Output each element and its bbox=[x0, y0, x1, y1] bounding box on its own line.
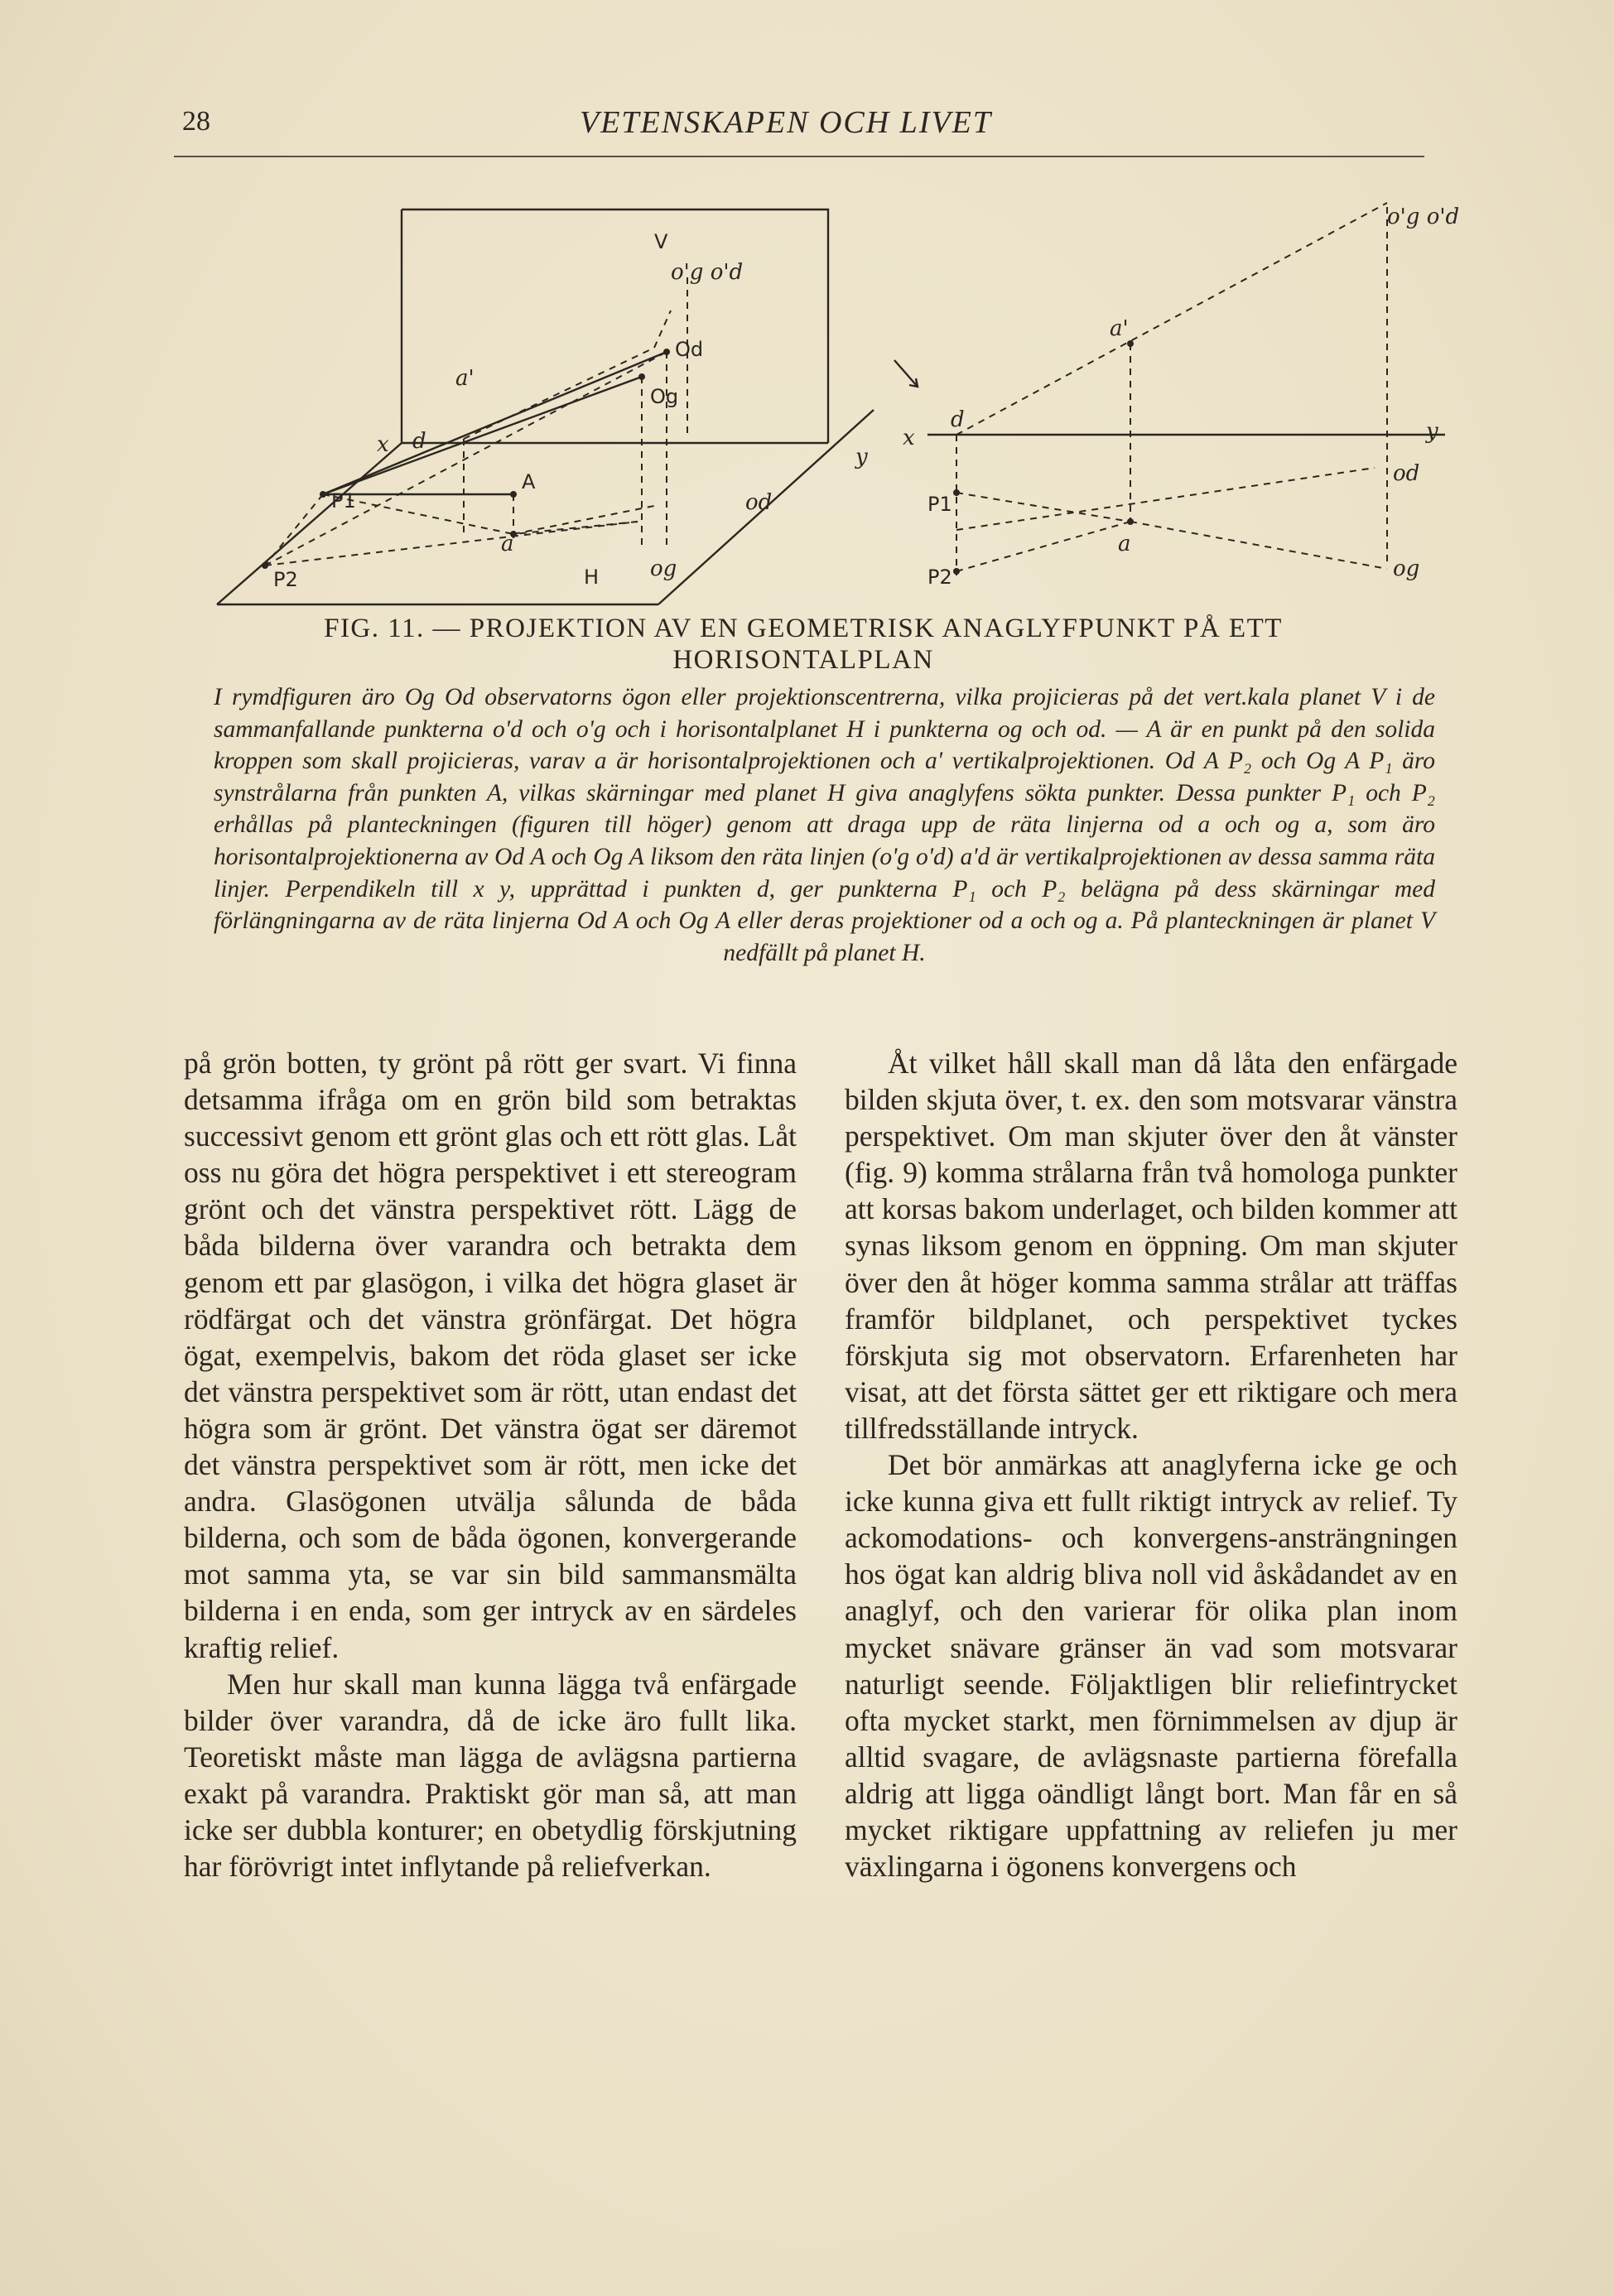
label-Od: Od bbox=[675, 338, 704, 361]
body-columns bbox=[184, 1045, 1459, 2146]
figure-caption-body: I rymdfiguren äro Og Od observatorns ögon eller projektionscentrerna, vilka projicieras på det vert.kala planet V i de sammanfallande punkterna o'd och o'g och i horisontalplanet H i punkterna og och od. — A är en punkt på den solida kroppen som skall projicieras, varav a är horisontalprojektionen och a' vertikalprojektionen. Od A P₂ och Og A P₁ äro synstrålarna från punkten A, vilkas skärningar med planet H giva anaglyfens sökta punkter. Dessa punkter P₁ och P₂ erhållas på planteckningen (figuren till höger) genom att draga upp de räta linjerna od a och og a, som äro horisontalprojektionerna av Od A och Og A liksom den räta linjen (o'g o'd) a'd är vertikalprojektionen av dessa samma räta linjer. Perpendikeln till x y, upprättad i punkten d, ger punkterna P₁ och P₂ belägna på dess skärningar med förlängningarna av de räta linjerna Od A och Og A eller deras projektioner od a och og a. På planteckningen är planet V nedfällt på planet H. bbox=[214, 684, 1435, 966]
paragraph: Det bör anmärkas att anaglyferna icke ge och icke kunna giva ett fullt riktigt intryck av relief. Ty ackomodations- och konvergens-ansträngningen hos ögat kan aldrig bliva noll vid åskådandet av en anaglyf, och den varierar för olika plan inom mycket snävare gränser än vad som motsvarar naturligt seende. Följaktligen blir reliefintrycket ofta mycket starkt, men förnimmelsen av djup är alltid svagare, de avlägsnaste partierna förefalla aldrig att ligga oändligt långt bort. Man får en så mycket riktigare uppfattning av reliefen ju mer växlingarna i ögonens konvergens och bbox=[845, 1448, 1457, 1884]
label-a-right: a bbox=[1118, 532, 1131, 556]
running-title: VETENSKAPEN OCH LIVET bbox=[580, 105, 993, 140]
label-A: A bbox=[522, 470, 536, 493]
label-od-right: od bbox=[1393, 461, 1420, 486]
paragraph: Åt vilket håll skall man då låta den enfärgade bilden skjuta över, t. ex. den som motsvarar vänstra perspektivet. Om man skjuter över den åt vänster (fig. 9) komma strålarna från två homologa punkter att korsas bakom underlaget, och bilden kommer att synas liksom genom en öppning. Om man skjuter över den åt höger komma samma strålar att träffas framför bildplanet, och perspektivet tyckes förskjuta sig mot observatorn. Erfarenheten har visat, att det första sättet ger ett riktigare och mera tillfredsställande intryck. bbox=[845, 1047, 1457, 1445]
label-x-left: x bbox=[377, 432, 389, 457]
label-V: V bbox=[654, 230, 668, 253]
figure-caption-title bbox=[182, 613, 1424, 676]
label-Og: Og bbox=[650, 385, 679, 408]
label-od-left: od bbox=[745, 490, 773, 515]
label-og-left: og bbox=[650, 556, 677, 581]
label-x-right: x bbox=[903, 426, 915, 450]
page-header bbox=[182, 98, 1424, 156]
label-d-right: d bbox=[951, 407, 965, 432]
label-a-prime-left: a' bbox=[455, 366, 475, 391]
paragraph: på grön botten, ty grönt på rött ger svart. Vi finna detsamma ifråga om en grön bild som betraktas successivt genom ett grönt glas och ett rött glas. Låt oss nu göra det högra perspektivet i ett stereogram grönt och det vänstra perspektivet rött. Lägg de båda bilderna över varandra och betrakta dem genom ett par glasögon, i vilka det högra glaset är rödfärgat och det vänstra grönfärgat. Det högra ögat, exempelvis, bakom det röda glaset ser icke det vänstra perspektivet som är rött, utan endast det högra som är grönt. Det vänstra ögat ser däremot det vänstra perspektivet som är rött, men icke det andra. Glasögonen utvälja sålunda de båda bilderna, och som de båda ögonen, konvergerande mot samma yta, se var sin bild sammansmälta bilderna i en enda, som ger intryck av en särdeles kraftig relief. bbox=[184, 1047, 797, 1664]
label-P2-right: P2 bbox=[927, 566, 952, 589]
label-ogod-left: o'g o'd bbox=[671, 260, 744, 285]
paragraph: Men hur skall man kunna lägga två enfärgade bilder över varandra, då de icke äro fullt lika. Teoretiskt måste man lägga de avlägsna partierna exakt på varandra. Praktiskt gör man så, att man icke ser dubbla konturer; en obetydlig förskjutning har förövrigt intet inflytande på reliefverkan. bbox=[184, 1667, 797, 1884]
label-ogod-right: o'g o'd bbox=[1387, 205, 1460, 229]
projection-diagram bbox=[207, 186, 1460, 617]
caption-title-line-1: FIG. 11. — PROJEKTION AV EN GEOMETRISK ANAGLYFPUNKT PÅ ETT bbox=[324, 614, 1283, 643]
label-d-left: d bbox=[412, 429, 426, 454]
label-P1-right: P1 bbox=[927, 493, 952, 516]
figure-11 bbox=[207, 186, 1460, 617]
label-y-left: y bbox=[855, 445, 868, 469]
label-og-right: og bbox=[1393, 556, 1420, 581]
caption-title-line-2: HORISONTALPLAN bbox=[672, 645, 934, 675]
label-a-left: a bbox=[501, 532, 514, 556]
label-a-prime-right: a' bbox=[1110, 316, 1129, 341]
left-column bbox=[184, 1045, 797, 1884]
label-H: H bbox=[584, 566, 600, 589]
right-column bbox=[845, 1045, 1457, 1884]
label-y-right: y bbox=[1426, 419, 1438, 444]
header-rule bbox=[174, 156, 1424, 157]
vertical-plane-outline bbox=[402, 209, 828, 443]
label-P2-left: P2 bbox=[273, 568, 298, 591]
label-P1-left: P1 bbox=[331, 489, 356, 513]
page-number: 28 bbox=[182, 106, 210, 137]
